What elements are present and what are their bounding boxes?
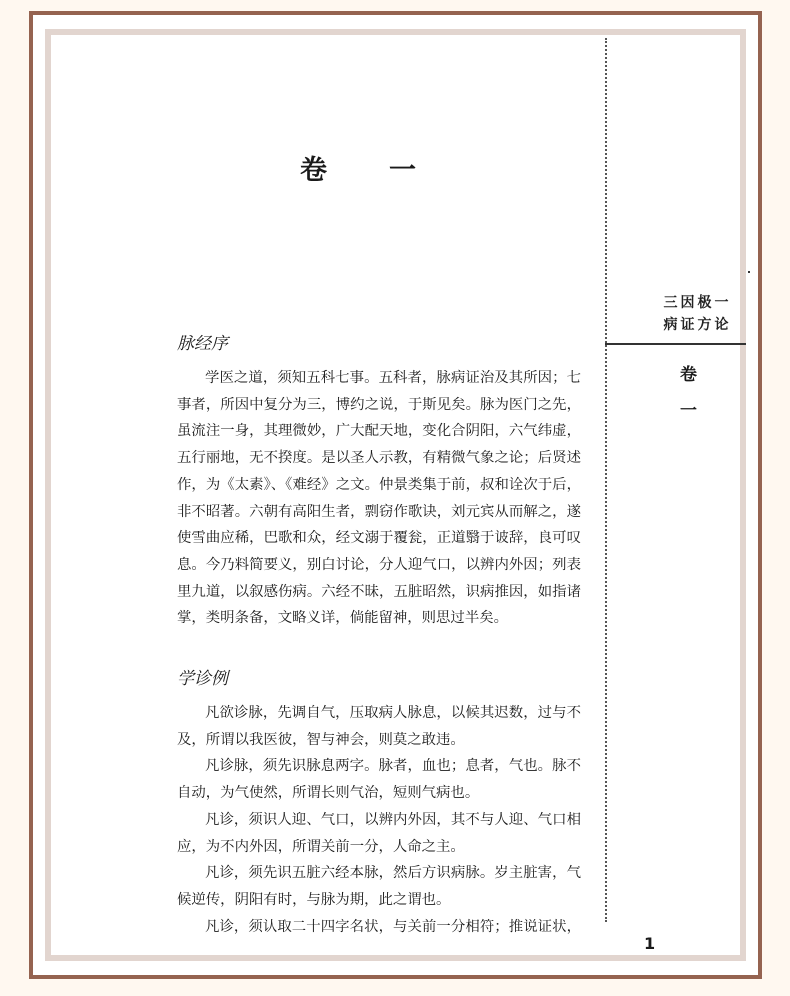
- section-heading: 学诊例: [177, 669, 228, 689]
- text-line: 里九道，以叙感伤病。六经不昧，五脏昭然，识病推因，如指诸: [177, 583, 581, 600]
- text-line: 及，所谓以我医彼，智与神会，则莫之敢违。: [177, 731, 465, 748]
- side-tab-chapter-char1: 卷: [680, 365, 697, 385]
- chapter-title-char2: 一: [389, 155, 416, 186]
- seal-logo-char: 三: [663, 295, 678, 311]
- text-line: 学医之道，须知五科七事。五科者，脉病证治及其所因；七: [205, 370, 581, 386]
- text-line: 凡诊，须认取二十四字名状，与关前一分相符；推说证状，: [205, 918, 581, 935]
- side-tab-chapter-char2: 一: [680, 401, 697, 421]
- page-number: 1: [644, 934, 656, 953]
- text-line: 五行丽地，无不揆度。是以圣人示教，有精微气象之论；后贤述: [177, 450, 581, 467]
- seal-logo-char: 因: [680, 295, 695, 311]
- text-line: 凡欲诊脉，先调自气，压取病人脉息，以候其迟数，过与不: [205, 705, 581, 721]
- scan-speck: [748, 271, 750, 273]
- side-tab-divider: [605, 343, 746, 345]
- text-line: 息。今乃料简要义，别白讨论，分人迎气口，以辨内外因；列表: [177, 556, 581, 573]
- text-line: 作，为《太素》、《难经》之文。仲景类集于前，叔和诠次于后，: [177, 476, 581, 493]
- text-line: 非不昭著。六朝有高阳生者，剽窃作歌诀，刘元宾从而解之，遂: [177, 503, 581, 520]
- section-body: [177, 365, 581, 632]
- seal-logo-char: 病: [663, 317, 678, 333]
- text-line: 凡诊，须先识五脏六经本脉，然后方识病脉。岁主脏害，气: [205, 865, 581, 882]
- text-line: 凡诊，须识人迎、气口，以辨内外因，其不与人迎、气口相: [205, 811, 581, 828]
- book-seal-logo: [662, 292, 730, 336]
- seal-logo-char: 极: [697, 295, 712, 311]
- seal-logo-char: 一: [714, 295, 729, 311]
- seal-logo-char: 论: [714, 317, 729, 333]
- text-line: 凡诊脉，须先识脉息两字。脉者，血也；息者，气也。脉不: [205, 758, 581, 775]
- text-line: 使雪曲应稀，巴歌和众，经文溺于覆瓮，正道翳于诐辞，良可叹: [177, 530, 581, 547]
- section-body: [177, 700, 581, 940]
- text-line: 掌，类明条备，文略义详，倘能留神，则思过半矣。: [177, 610, 508, 627]
- seal-logo-char: 证: [680, 317, 695, 333]
- section-heading: 脉经序: [177, 334, 228, 354]
- text-line: 事者，所因中复分为三，博约之说，于斯见矣。脉为医门之先，: [177, 396, 581, 413]
- text-line: 候逆传，阴阳有时，与脉为期，此之谓也。: [177, 891, 451, 908]
- dotted-margin-line: [605, 38, 607, 922]
- chapter-title: [300, 148, 416, 187]
- text-line: 应，为不内外因，所谓关前一分，人命之主。: [177, 838, 465, 855]
- chapter-title-char1: 卷: [300, 155, 327, 186]
- text-line: 虽流注一身，其理微妙，广大配天地，变化合阴阳，六气纬虚，: [177, 423, 581, 440]
- seal-logo-char: 方: [697, 317, 712, 333]
- text-line: 自动，为气使然，所谓长则气治，短则气病也。: [177, 785, 480, 802]
